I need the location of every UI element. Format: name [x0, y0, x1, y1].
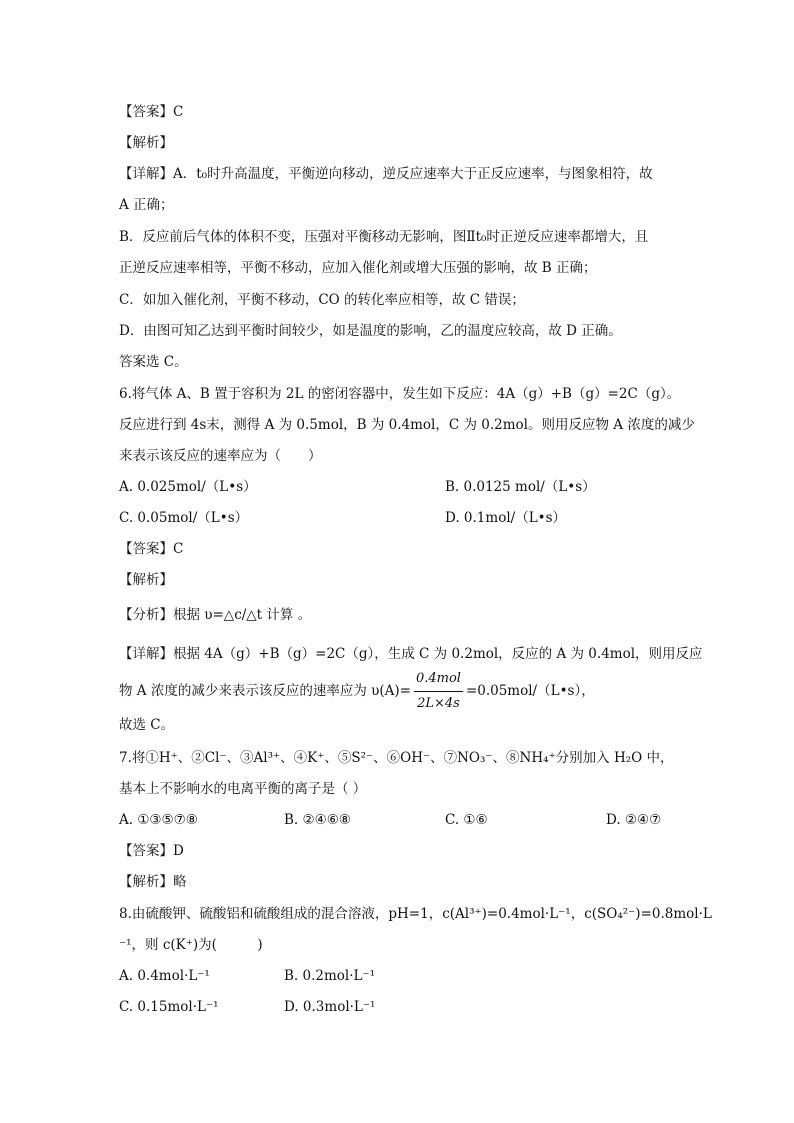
- q6-option-d: D. 0.1mol/（L•s）: [445, 510, 567, 526]
- q8-option-a: A. 0.4mol·L⁻¹: [119, 968, 210, 984]
- q8-option-b: B. 0.2mol·L⁻¹: [284, 968, 376, 984]
- q6-detail-line-2: [119, 668, 595, 715]
- q6-stem-line-1: 6.将气体 A、B 置于容积为 2L 的密闭容器中，发生如下反应：4A（g）+B（g）=2C（g）。: [119, 386, 681, 402]
- q7-answer: 【答案】D: [119, 843, 184, 859]
- q7-stem-line-1: 7.将①H⁺、②Cl⁻、③Al³⁺、④K⁺、⑤S²⁻、⑥OH⁻、⑦NO₃⁻、⑧NH₄⁺分别加入 H₂O 中，: [119, 750, 674, 766]
- fraction-numerator: 0.4mol: [414, 668, 463, 692]
- q6-conclusion: 故选 C。: [119, 717, 175, 733]
- q6-option-a: A. 0.025mol/（L•s）: [119, 479, 257, 495]
- q6-detail-line-2-suffix: =0.05mol/（L•s），: [465, 683, 595, 699]
- q6-detail-line-2-prefix: 物 A 浓度的减少来表示该反应的速率应为 υ(A)=: [119, 683, 411, 699]
- q6-answer: 【答案】C: [119, 541, 184, 557]
- q5-detail-line-6: D．由图可知乙达到平衡时间较少，如是温度的影响，乙的温度应较高，故 D 正确。: [119, 323, 622, 339]
- q8-option-c: C. 0.15mol·L⁻¹: [119, 999, 219, 1015]
- q7-stem-line-2: 基本上不影响水的电离平衡的离子是（ ）: [119, 781, 367, 797]
- q5-detail-line-1: 【详解】A．t₀时升高温度，平衡逆向移动，逆反应速率大于正反应速率，与图象相符，故: [119, 166, 653, 182]
- q5-detail-line-2: A 正确；: [119, 197, 174, 213]
- q8-option-d: D. 0.3mol·L⁻¹: [284, 999, 376, 1015]
- q7-option-b: B. ②④⑥⑧: [284, 812, 351, 828]
- q6-rate-fraction: [414, 668, 463, 715]
- q6-detail-line-1: 【详解】根据 4A（g）+B（g）=2C（g），生成 C 为 0.2mol，反应的 A 为 0.4mol，则用反应: [119, 646, 703, 662]
- q5-detail-line-5: C．如加入催化剂，平衡不移动，CO 的转化率应相等，故 C 错误；: [119, 292, 525, 308]
- q7-option-d: D. ②④⑦: [606, 812, 662, 828]
- q5-analysis-heading: 【解析】: [119, 135, 173, 151]
- q7-option-a: A. ①③⑤⑦⑧: [119, 812, 198, 828]
- fraction-denominator: 2L×4s: [417, 696, 460, 711]
- q6-fenxi: 【分析】根据 υ=△c/△t 计算 。: [119, 607, 312, 623]
- q6-stem-line-3: 来表示该反应的速率应为（ ）: [119, 448, 322, 464]
- q5-conclusion: 答案选 C。: [119, 354, 188, 370]
- q7-analysis: 【解析】略: [119, 874, 187, 890]
- q6-stem-line-2: 反应进行到 4s末，测得 A 为 0.5mol，B 为 0.4mol，C 为 0.2mol。则用反应物 A 浓度的减少: [119, 417, 695, 433]
- q7-option-c: C. ①⑥: [445, 812, 488, 828]
- q6-option-b: B. 0.0125 mol/（L•s）: [445, 479, 596, 495]
- q8-stem-line-1: 8.由硫酸钾、硫酸铝和硫酸组成的混合溶液，pH=1，c(Al³⁺)=0.4mol·L⁻¹，c(SO₄²⁻)=0.8mol·L: [119, 906, 712, 922]
- q6-option-c: C. 0.05mol/（L•s）: [119, 510, 249, 526]
- q5-detail-line-3: B．反应前后气体的体积不变，压强对平衡移动无影响，图Ⅱt₀时正逆反应速率都增大，且: [119, 229, 649, 245]
- q5-detail-line-4: 正逆反应速率相等，平衡不移动，应加入催化剂或增大压强的影响，故 B 正确；: [119, 260, 597, 276]
- q5-answer: 【答案】C: [119, 104, 184, 120]
- q8-stem-line-2: ⁻¹，则 c(K⁺)为( ): [119, 937, 263, 953]
- q6-analysis-heading: 【解析】: [119, 572, 173, 588]
